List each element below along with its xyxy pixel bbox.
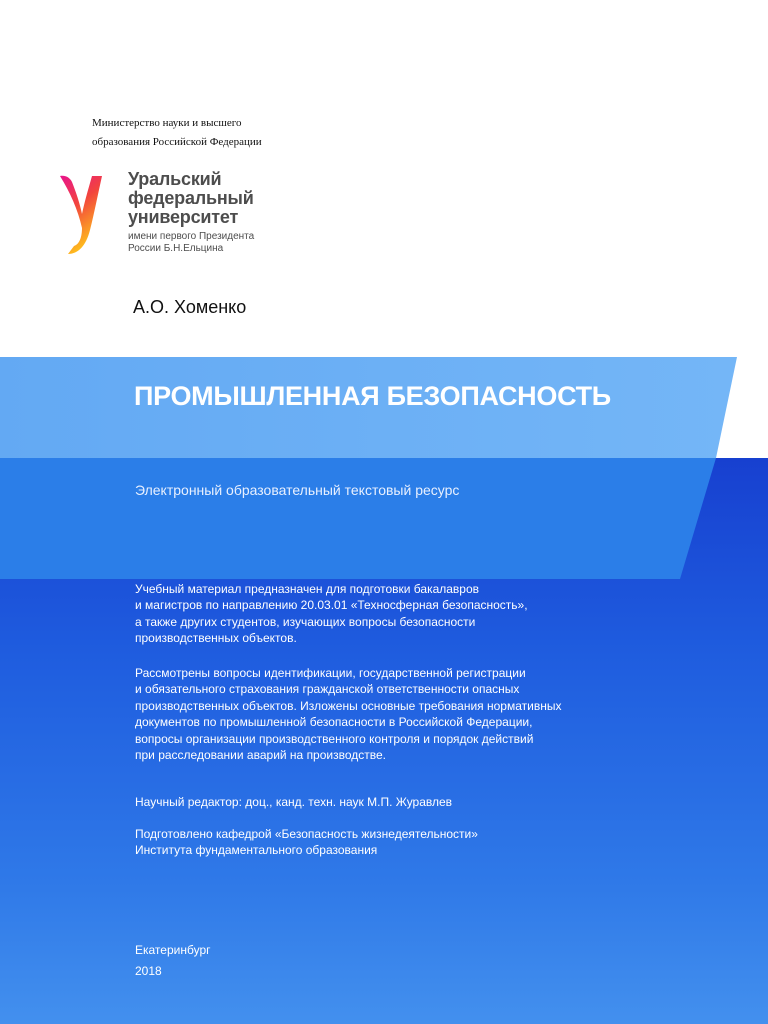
ministry-line: образования Российской Федерации [92, 136, 262, 148]
ministry-line: Министерство науки и высшего [92, 117, 242, 129]
university-subtitle [128, 231, 288, 255]
paragraph-line: Рассмотрены вопросы идентификации, государственной регистрации [135, 666, 526, 680]
publication-city: Екатеринбург [135, 943, 211, 957]
publication-year: 2018 [135, 964, 162, 978]
description-paragraph-2 [135, 665, 561, 763]
paragraph-line: Учебный материал предназначен для подготовки бакалавров [135, 582, 480, 596]
paragraph-line: производственных объектов. [135, 631, 297, 646]
logo-text [128, 170, 288, 255]
paragraph-line: а также других студентов, изучающих вопросы безопасности [135, 614, 476, 629]
university-name-line: Уральский [128, 169, 222, 189]
university-subtitle-line: России Б.Н.Ельцина [128, 243, 224, 254]
department-line: Института фундаментального образования [135, 843, 378, 858]
paragraph-line: и магистров по направлению 20.03.01 «Техносферная безопасность», [135, 598, 528, 613]
paragraph-line: и обязательного страхования гражданской ответственности опасных [135, 682, 520, 697]
university-name [128, 170, 288, 227]
ministry-caption [92, 114, 312, 152]
paragraph-line: вопросы организации производственного контроля и порядок действий [135, 731, 534, 746]
university-subtitle-line: имени первого Президента [128, 231, 255, 242]
university-name-line: университет [128, 207, 239, 227]
document-title: ПРОМЫШЛЕННАЯ БЕЗОПАСНОСТЬ [134, 381, 611, 411]
paragraph-line: документов по промышленной безопасности в Российской Федерации, [135, 715, 533, 730]
paragraph-line: при расследовании аварий на производстве. [135, 748, 387, 763]
paragraph-line: производственных объектов. Изложены основные требования нормативных [135, 698, 562, 713]
scientific-editor: Научный редактор: доц., канд. техн. наук М.П. Журавлев [135, 795, 453, 809]
document-subtitle: Электронный образовательный текстовый ресурс [135, 482, 460, 498]
department-line: Подготовлено кафедрой «Безопасность жизнедеятельности» [135, 827, 478, 841]
department-credit [135, 826, 478, 859]
author-name: А.О. Хоменко [133, 297, 247, 317]
mid-band [0, 458, 716, 579]
university-logo [58, 170, 278, 260]
university-name-line: федеральный [128, 188, 254, 208]
description-paragraph-1 [135, 581, 528, 647]
urfu-logo-icon [58, 170, 118, 258]
